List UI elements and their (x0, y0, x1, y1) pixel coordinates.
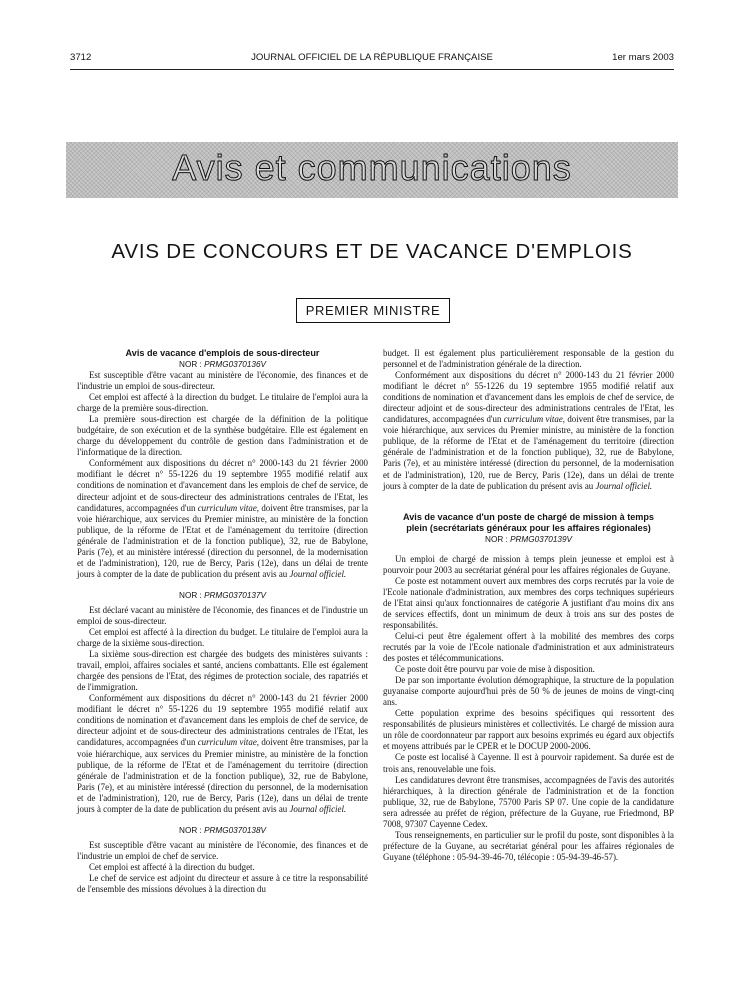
nor-reference: NOR : PRMG0370136V (179, 360, 266, 369)
page-number: 3712 (70, 52, 92, 63)
paragraph: Est susceptible d'être vacant au ministère de l'économie, des finances et de l'industrie un emploi de sous-directeur. (77, 370, 368, 392)
notice-title: Avis de vacance d'un poste de chargé de mission à temps plein (secrétariats généraux pour les affaires régionales) (403, 511, 654, 533)
running-head (70, 52, 674, 66)
section-banner (66, 142, 678, 198)
left-column (77, 348, 368, 895)
paragraph: Est susceptible d'être vacant au ministère de l'économie, des finances et de l'industrie un emploi de chef de service. (77, 839, 368, 861)
paragraph: budget. Il est également plus particulièrement responsable de la gestion du personnel et de l'administration générale de la direction. (383, 348, 674, 370)
header-rule (70, 69, 674, 70)
paragraph: Le chef de service est adjoint du directeur et assure à ce titre la responsabilité de l'ensemble des missions dévolues à la direction du (77, 872, 368, 894)
paragraph: Ce poste est notamment ouvert aux membres des corps recrutés par la voie de l'Ecole nationale d'administration, aux membres des corps techniques supérieurs de l'Etat ainsi qu'aux fonctionnaires de catégorie A justifiant d'au moins dix ans de services effectifs, dont un minimum de deux à trois ans sur des postes de responsabilités. (383, 575, 674, 630)
paragraph: Cette population exprime des besoins spécifiques qui ressortent des responsabilités de plusieurs ministères et collectivités. Le chargé de mission aura un rôle de coordonnateur par rapport aux besoins exprimés eu égard aux objectifs et moyens attribués par le CPER et le DOCUP 2000-2006. (383, 708, 674, 752)
section-title: AVIS DE CONCOURS ET DE VACANCE D'EMPLOIS (111, 240, 633, 263)
right-column (383, 348, 674, 863)
issue-date: 1er mars 2003 (612, 52, 674, 63)
paragraph: Conformément aux dispositions du décret n° 2000-143 du 21 février 2000 modifiant le décret n° 55-1226 du 19 septembre 1955 modifié relatif aux conditions de nomination et d'avancement dans les emplois de chef de service, de directeur adjoint et de sous-directeur des administrations centrales de l'Etat, les candidatures, accompagnées d'un curriculum vitae, doivent être transmises, par la voie hiérarchique, aux services du Premier ministre, au ministère de la fonction publique, de la réforme de l'Etat et de l'aménagement du territoire (direction générale de l'administration et de la fonction publique), 32, rue de Babylone, Paris (7e), et au ministère intéressé (direction du personnel, de la modernisation et de l'administration), 120, rue de Bercy, Paris (12e), dans un délai de trente jours à compter de la date de publication du présent avis au Journal officiel. (383, 370, 675, 491)
paragraph: La sixième sous-direction est chargée des budgets des ministères suivants : travail, emploi, affaires sociales et santé, anciens combattants. Elle est également chargée des pensions de l'Etat, des régimes de protection sociale, des rapatriés et de l'immigration. (77, 649, 368, 693)
nor-reference: NOR : PRMG0370139V (485, 534, 572, 544)
paragraph: Conformément aux dispositions du décret n° 2000-143 du 21 février 2000 modifiant le décret n° 55-1226 du 19 septembre 1955 modifié relatif aux conditions de nomination et d'avancement dans les emplois de chef de service, de directeur adjoint et de sous-directeur des administrations centrales de l'Etat, les candidatures, accompagnées d'un curriculum vitae, doivent être transmises, par la voie hiérarchique, aux services du Premier ministre, au ministère de la fonction publique, de la réforme de l'Etat et de l'aménagement du territoire (direction générale de l'administration et de la fonction publique), 32, rue de Babylone, Paris (7e), et au ministère intéressé (direction du personnel, de la modernisation et de l'administration), 120, rue de Bercy, Paris (12e), dans un délai de trente jours à compter de la date de publication du présent avis au Journal officiel. (77, 693, 369, 814)
paragraph: Ce poste est localisé à Cayenne. Il est à pourvoir rapidement. Sa durée est de trois ans, renouvelable une fois. (383, 752, 674, 774)
paragraph: De par son importante évolution démographique, la structure de la population guyanaise comporte aujourd'hui près de 50 % de jeunes de moins de vingt-cinq ans. (383, 675, 674, 708)
journal-name: JOURNAL OFFICIEL DE LA RÉPUBLIQUE FRANÇAISE (251, 52, 493, 63)
notice-title: Avis de vacance d'emplois de sous-directeur (125, 348, 320, 358)
paragraph: Tous renseignements, en particulier sur le profil du poste, sont disponibles à la préfecture de la Guyane, au secrétariat général pour les affaires régionales de Guyane (téléphone : 05-94-39-46-70, télécopie : 05-94-39-46-57). (383, 829, 674, 862)
paragraph: Conformément aux dispositions du décret n° 2000-143 du 21 février 2000 modifiant le décret n° 55-1226 du 19 septembre 1955 modifié relatif aux conditions de nomination et d'avancement dans les emplois de chef de service, de directeur adjoint et de sous-directeur des administrations centrales de l'Etat, les candidatures, accompagnées d'un curriculum vitae, doivent être transmises, par la voie hiérarchique, aux services du Premier ministre, au ministère de la fonction publique, de la réforme de l'Etat et de l'aménagement du territoire (direction générale de l'administration et de la fonction publique), 32, rue de Babylone, Paris (7e), et au ministère intéressé (direction du personnel, de la modernisation et de l'administration), 120, rue de Bercy, Paris (12e), dans un délai de trente jours à compter de la date de publication du présent avis au Journal officiel. (77, 458, 369, 579)
paragraph: Les candidatures devront être transmises, accompagnées de l'avis des autorités hiérarchiques, à la direction générale de l'administration et de la fonction publique, 32, rue de Babylone, 75700 Paris SP 07. Une copie de la candidature sera adressée au préfet de région, préfecture de la Guyane, rue Friedmond, BP 7008, 97307 Cayenne Cedex. (383, 774, 674, 829)
paragraph: Est déclaré vacant au ministère de l'économie, des finances et de l'industrie un emploi de sous-directeur. (77, 604, 368, 626)
nor-reference: NOR : PRMG0370137V (179, 590, 266, 600)
paragraph: Cet emploi est affecté à la direction du budget. Le titulaire de l'emploi aura la charge de la sixième sous-direction. (77, 626, 368, 649)
paragraph: Cet emploi est affecté à la direction du budget. (89, 861, 255, 872)
banner-title: Avis et communications (172, 147, 572, 188)
paragraph: Ce poste doit être pourvu par voie de mise à disposition. (395, 664, 595, 675)
paragraph: La première sous-direction est chargée de la définition de la politique budgétaire, de son exécution et de la synthèse budgétaire. Elle est également en charge du développement du contrôle de gestion dans l'administration et de l'informatique de la direction. (77, 414, 368, 458)
nor-reference: NOR : PRMG0370138V (179, 825, 266, 835)
paragraph: Un emploi de chargé de mission à temps plein jeunesse et emploi est à pourvoir pour 2003 au secrétariat général pour les affaires régionales de Guyane. (383, 553, 674, 575)
paragraph: Cet emploi est affecté à la direction du budget. Le titulaire de l'emploi aura la charge de la première sous-direction. (77, 392, 368, 414)
ministry-heading: PREMIER MINISTRE (296, 298, 450, 323)
paragraph: Celui-ci peut être également offert à la mobilité des membres des corps recrutés par la voie de l'Ecole nationale d'administration et aux administrateurs des postes et télécommunications. (383, 630, 674, 664)
